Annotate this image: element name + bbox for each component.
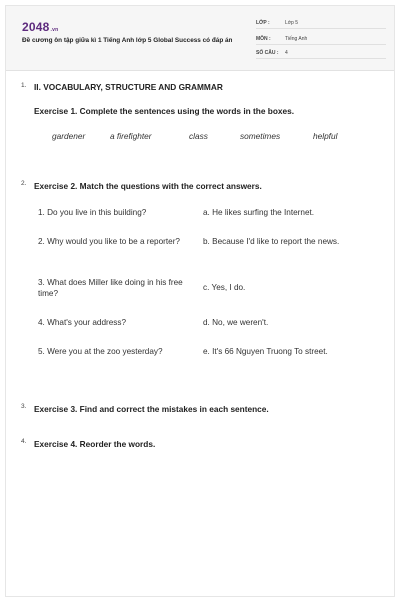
word-box-item: gardener (52, 131, 86, 141)
meta-key: MÔN : (256, 36, 271, 42)
section-heading: Exercise 2. Match the questions with the correct answers. (34, 181, 262, 191)
match-answer: e. It's 66 Nguyen Truong To street. (203, 347, 328, 356)
document-sheet (5, 5, 395, 597)
document-title: Đề cương ôn tập giữa kì 1 Tiếng Anh lớp 5 Global Success có đáp án (22, 37, 233, 44)
exercise-1-heading: Exercise 1. Complete the sentences using the words in the boxes. (34, 106, 295, 116)
site-logo (22, 20, 58, 34)
section-heading: II. VOCABULARY, STRUCTURE AND GRAMMAR (34, 82, 223, 92)
section-number: 2. (21, 180, 27, 187)
word-box-item: class (189, 131, 208, 141)
match-answer: c. Yes, I do. (203, 283, 246, 292)
match-answer: a. He likes surfing the Internet. (203, 208, 315, 217)
section-heading: Exercise 4. Reorder the words. (34, 439, 156, 449)
word-box-item: helpful (313, 131, 338, 141)
meta-value: Tiếng Anh (285, 36, 308, 42)
meta-row-class (256, 18, 386, 29)
match-question: 3. What does Miller like doing in his free time? (38, 278, 183, 298)
word-box-item: a firefighter (110, 131, 152, 141)
match-question: 5. Were you at the zoo yesterday? (38, 347, 163, 356)
match-answer: b. Because I'd like to report the news. (203, 237, 340, 246)
logo-text: 2048 (22, 20, 50, 34)
meta-row-subject (256, 34, 386, 45)
meta-row-count (256, 48, 386, 59)
match-answer: d. No, we weren't. (203, 318, 269, 327)
section-number: 3. (21, 403, 27, 410)
logo-suffix: .vn (50, 27, 59, 33)
match-question: 1. Do you live in this building? (38, 208, 147, 217)
section-heading: Exercise 3. Find and correct the mistakes in each sentence. (34, 404, 269, 414)
match-question: 4. What's your address? (38, 318, 127, 327)
section-number: 4. (21, 438, 27, 445)
meta-key: SỐ CÂU : (256, 50, 279, 56)
document-header (6, 6, 394, 71)
section-number: 1. (21, 82, 27, 89)
meta-value: 4 (285, 50, 288, 56)
meta-key: LỚP : (256, 20, 270, 26)
word-box-item: sometimes (240, 131, 281, 141)
meta-value: Lớp 5 (285, 20, 299, 26)
match-question: 2. Why would you like to be a reporter? (38, 237, 180, 246)
